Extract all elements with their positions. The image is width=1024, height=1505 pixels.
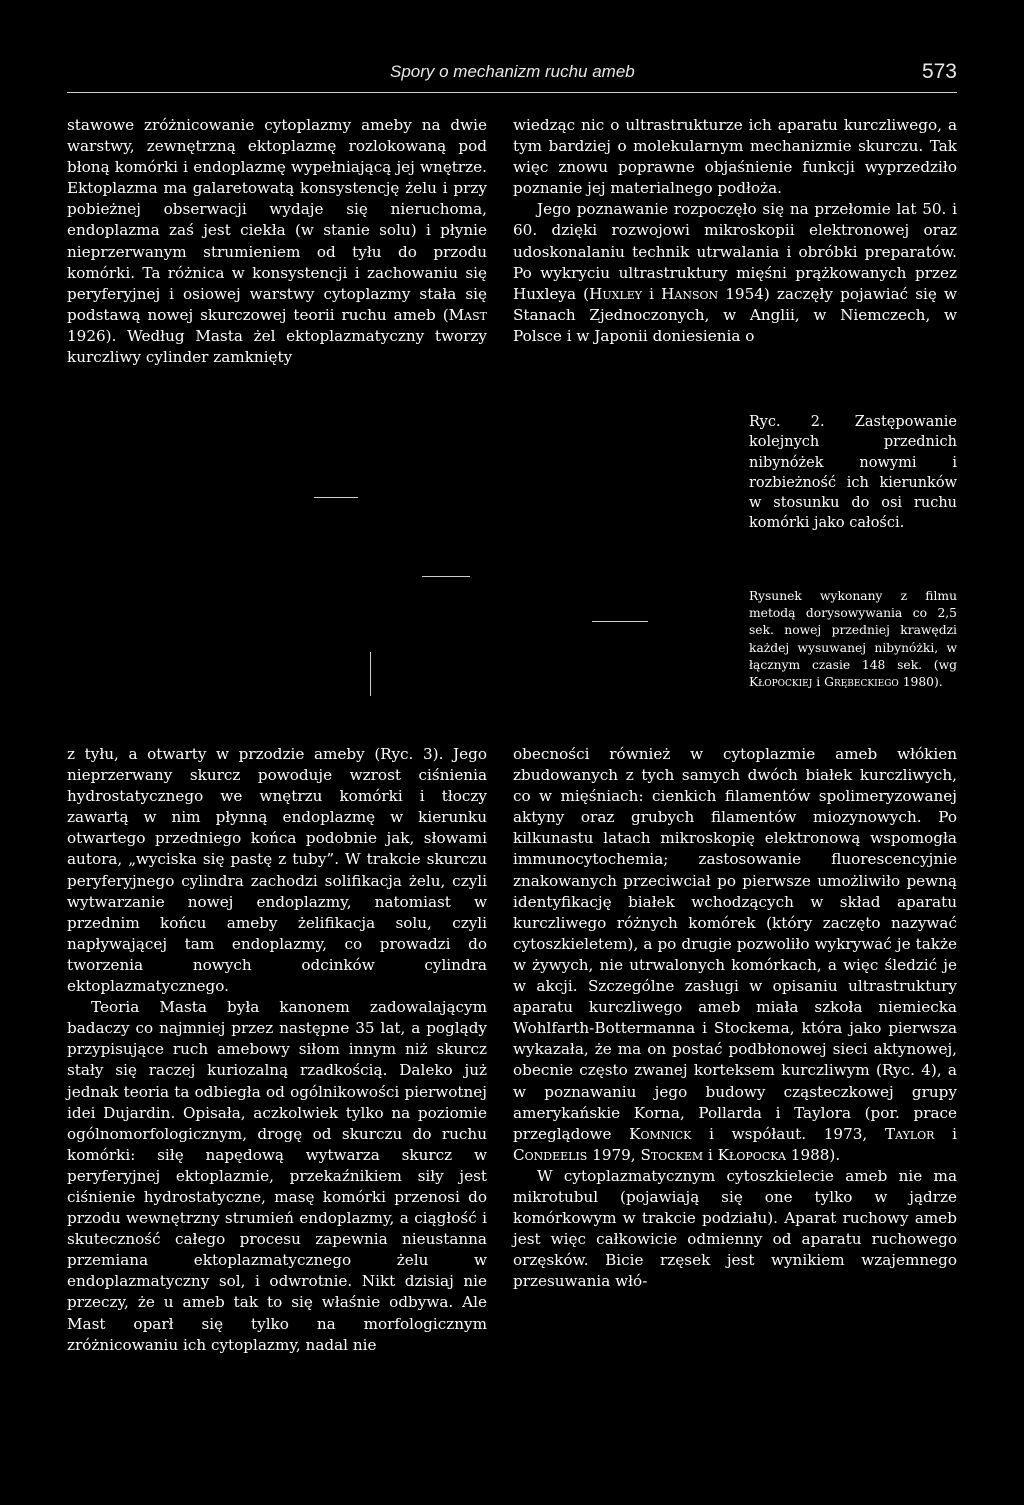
left-column-top [67, 115, 487, 368]
citation-author: Condeelis [513, 1145, 588, 1164]
figure-mark [422, 576, 470, 577]
citation-author: Kłopockiej [749, 675, 813, 690]
citation-author: Hanson [661, 284, 719, 303]
figure-note [749, 588, 957, 691]
paragraph: z tyłu, a otwarty w przodzie ameby (Ryc. 3). Jego nieprzerwany skurcz powoduje wzrost ciśnienia hydrostatycznego we wnętrzu komórki i tłoczy zawartą w nim płynną endoplazmę w kierunku otwartego przedniego końca podobnie jak, słowami autora, „wyciska się pastę z tuby”. W trakcie skurczu peryferyjnego cylindra zachodzi solifikacja żelu, czyli wytwarzanie nowej endoplazmy, natomiast w przednim końcu ameby żelifikacja solu, czyli napływającej tam endoplazmy, co prowadzi do tworzenia nowych odcinków cylindra ektoplazmatycznego. [67, 745, 487, 996]
paragraph: Teoria Masta była kanonem zadowalającym badaczy co najmniej przez następne 35 lat, a poglądy przypisujące ruch amebowy siłom innym niż skurcz stały się raczej kuriozalną rzadkością. Daleko już jednak teoria ta odbiegła od ogólnikowości pierwotnej idei Dujardin. Opisała, aczkolwiek tylko na poziomie ogólnomorfologicznym, drogę od skurczu do ruchu komórki: siłę napędową wytwarza skurcz w peryferyjnej ektoplazmie, przekaźnikiem siły jest ciśnienie hydrostatyczne, masę komórki przenosi do przodu wewnętrzny strumień endoplazmy, a ciągłość i skuteczność całego procesu zapewnia nieustanna przemiana ektoplazmatycznego żelu w endoplazmatyczny sol, i odwrotnie. Nikt dzisiaj nie przeczy, że u ameb tak to się właśnie odbywa. Ale Mast oparł się tylko na morfologicznym zróżnicowaniu ich cytoplazmy, nadal nie [67, 998, 487, 1354]
citation-author: Komnick [629, 1124, 692, 1143]
paragraph: wiedząc nic o ultrastrukturze ich aparatu kurczliwego, a tym bardziej o molekularnym mechanizmie skurczu. Tak więc znowu poprawne objaśnienie funkcji wyprzedziło poznanie jej materialnego podłoża. [513, 116, 957, 198]
caption-text: Ryc. 2. Zastępowanie kolejnych przednich nibynóżek nowymi i rozbieżność ich kierunków w stosunku do osi ruchu komórki jako całości. [749, 414, 957, 532]
running-title: Spory o mechanizm ruchu ameb [390, 62, 635, 81]
citation-author: Mast [448, 305, 487, 324]
page-number: 573 [921, 60, 957, 83]
figure-ryc-2 [300, 470, 730, 710]
page-header [67, 60, 957, 93]
citation-author: Grębeckiego [824, 675, 899, 690]
figure-caption [749, 412, 957, 534]
citation-author: Stockem [640, 1145, 704, 1164]
citation-author: Kłopocka [717, 1145, 786, 1164]
left-column-bottom [67, 744, 487, 1356]
figure-mark [592, 621, 648, 622]
figure-mark [314, 497, 358, 498]
citation-author: Huxley [589, 284, 643, 303]
paragraph: stawowe zróżnicowanie cytoplazmy ameby na dwie warstwy, zewnętrzną ektoplazmę rozlokowaną pod błoną komórki i endoplazmę wypełniającą jej wnętrze. Ektoplazma ma galaretowatą konsystencję żelu i przy pobieżnej obserwacji wydaje się nieruchoma, endoplazma zaś jest ciekła (w stanie solu) i płynie nieprzerwanym strumieniem od tyłu do przodu komórki. Ta różnica w konsystencji i zachowaniu się peryferyjnej i osiowej warstwy cytoplazmy stała się podstawą nowej skurczowej teorii ruchu ameb (Mast 1926). Według Masta żel ektoplazmatyczny tworzy kurczliwy cylinder zamknięty [67, 116, 487, 367]
paragraph: Jego poznawanie rozpoczęło się na przełomie lat 50. i 60. dzięki rozwojowi mikroskopii elektronowej oraz udoskonalaniu technik utrwalania i obróbki preparatów. Po wykryciu ultrastruktury mięśni prążkowanych przez Huxleya (Huxley i Hanson 1954) zaczęły pojawiać się w Stanach Zjednoczonych, w Anglii, w Niemczech, w Polsce i w Japonii doniesienia o [513, 200, 957, 345]
right-column-top [513, 115, 957, 347]
paragraph: obecności również w cytoplazmie ameb włókien zbudowanych z tych samych dwóch białek kurczliwych, co w mięśniach: cienkich filamentów spolimeryzowanej aktyny oraz grubych filamentów miozynowych. Po kilkunastu latach mikroskopię elektronową wspomogła immunocytochemia; zastosowanie fluorescencyjnie znakowanych przeciwciał po pierwsze umożliwiło pewną identyfikację białek wchodzących w skład aparatu kurczliwego różnych komórek (który zaczęto nazywać cytoszkieletem), a po drugie pozwoliło wykrywać je także w żywych, nie utrwalonych komórkach, a więc śledzić je w akcji. Szczególne zasługi w opisaniu ultrastruktury aparatu kurczliwego ameb miała szkoła niemiecka Wohlfarth-Bottermanna i Stockema, która jako pierwsza wykazała, że ma on postać podbłonowej sieci aktynowej, obecnie często zwanej korteksem kurczliwym (Ryc. 4), a w poznawaniu jego budowy cząsteczkowej grupy amerykańskie Korna, Pollarda i Taylora (por. prace przeglądowe Komnick i współaut. 1973, Taylor i Condeelis 1979, Stockem i Kłopocka 1988). [513, 745, 958, 1164]
right-column-bottom [513, 744, 957, 1292]
caption-note: Rysunek wykonany z filmu metodą dorysowywania co 2,5 sek. nowej przedniej krawędzi każdej wysuwanej nibynóżki, w łącznym czasie 148 sek. (wg Kłopockiej i Grębeckiego 1980). [749, 589, 957, 690]
figure-mark [370, 652, 371, 696]
citation-author: Taylor [884, 1124, 935, 1143]
paragraph: W cytoplazmatycznym cytoszkielecie ameb nie ma mikrotubul (pojawiają się one tylko w jądrze komórkowym w trakcie podziału). Aparat ruchowy ameb jest więc całkowicie odmienny od aparatu ruchowego orzęsków. Bicie rzęsek jest wynikiem wzajemnego przesuwania włó- [513, 1166, 957, 1291]
